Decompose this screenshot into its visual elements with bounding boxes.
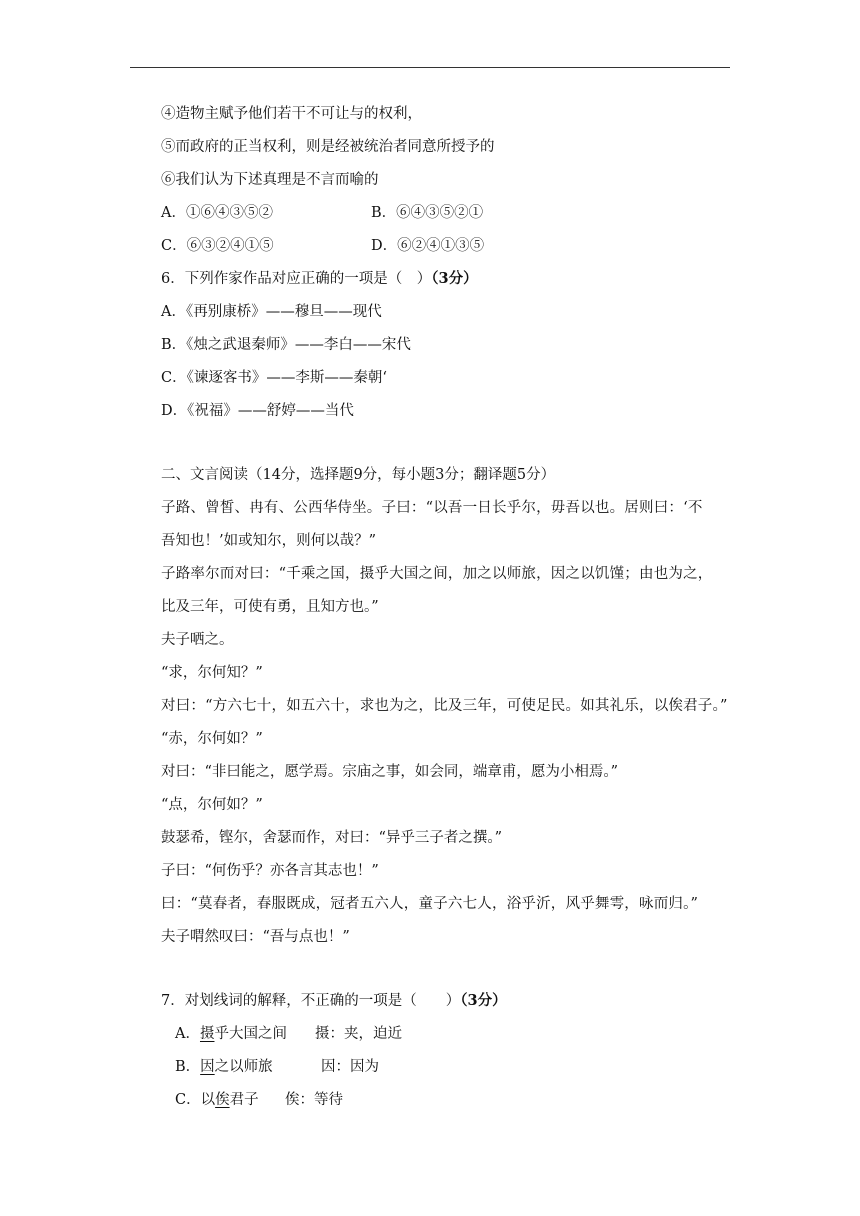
q6-option-c: C．《谏逐客书》——李斯——秦朝‘ xyxy=(161,370,387,386)
passage-para-1b: 吾知也！’如或知尔，则何以哉？” xyxy=(161,533,377,549)
passage-para-2b: 比及三年，可使有勇，且知方也。” xyxy=(161,599,379,615)
q7-option-a-explanation: 摄：夹，迫近 xyxy=(315,1026,402,1042)
sequence-item-6: ⑥我们认为下述真理是不言而喻的 xyxy=(161,172,379,188)
q7-option-b-phrase: 之以师旅 xyxy=(214,1059,273,1075)
passage-para-12: 夫子喟然叹曰：“吾与点也！” xyxy=(161,929,350,945)
passage-para-10: 子曰：“何伤乎？亦各言其志也！” xyxy=(161,863,379,879)
passage-para-8: “点，尔何如？” xyxy=(161,797,263,813)
section-2-heading: 二、文言阅读（14分，选择题9分，每小题3分；翻译题5分） xyxy=(161,467,556,483)
q7-option-c-phrase: 君子 xyxy=(229,1092,259,1108)
q7-option-b xyxy=(175,1057,379,1077)
q6-stem-text: 6．下列作家作品对应正确的一项是（ ） xyxy=(161,271,432,287)
q6-score: （3分） xyxy=(431,270,478,287)
q7-option-c-prefix: C．以 xyxy=(175,1092,216,1108)
passage-para-1a: 子路、曾皙、冉有、公西华侍坐。子曰：“以吾一日长乎尔，毋吾以也。居则曰：‘不 xyxy=(161,500,703,516)
passage-para-7: 对曰：“非曰能之，愿学焉。宗庙之事，如会同，端章甫，愿为小相焉。” xyxy=(161,764,619,780)
q7-option-b-underlined-word: 因 xyxy=(200,1059,215,1075)
q7-option-b-prefix: B． xyxy=(175,1059,201,1075)
q7-option-a-underlined-word: 摄 xyxy=(199,1026,215,1042)
q5-option-d: D．⑥②④①③⑤ xyxy=(371,238,485,254)
passage-para-2a: 子路率尔而对曰：“千乘之国，摄乎大国之间，加之以师旅，因之以饥馑；由也为之， xyxy=(161,566,713,582)
q7-option-c xyxy=(175,1090,343,1110)
q6-option-d: D．《祝福》——舒婷——当代 xyxy=(161,403,354,419)
header-rule xyxy=(130,67,730,68)
sequence-item-4: ④造物主赋予他们若干不可让与的权利， xyxy=(161,106,422,122)
q5-option-c: C．⑥③②④①⑤ xyxy=(161,238,274,254)
passage-para-5: 对曰：“方六七十，如五六十，求也为之，比及三年，可使足民。如其礼乐，以俟君子。” xyxy=(161,698,728,714)
q7-stem xyxy=(161,991,507,1011)
q7-score: （3分） xyxy=(460,992,507,1009)
q7-option-c-explanation: 俟：等待 xyxy=(285,1092,343,1108)
q7-option-b-explanation: 因：因为 xyxy=(321,1059,379,1075)
passage-para-3: 夫子哂之。 xyxy=(161,632,234,648)
q7-option-a-prefix: A． xyxy=(175,1026,200,1042)
q7-option-c-underlined-word: 俟 xyxy=(215,1092,230,1108)
q7-option-a-phrase: 乎大国之间 xyxy=(214,1026,287,1042)
q5-option-row-2 xyxy=(161,236,485,256)
q7-stem-text: 7．对划线词的解释，不正确的一项是（ ） xyxy=(161,993,461,1009)
sequence-item-5: ⑤而政府的正当权利，则是经被统治者同意所授予的 xyxy=(161,139,495,155)
q5-option-a: A．①⑥④③⑤② xyxy=(161,205,273,221)
q7-option-a xyxy=(175,1024,402,1044)
q6-option-b: B．《烛之武退秦师》——李白——宋代 xyxy=(161,337,411,353)
passage-para-6: “赤，尔何如？” xyxy=(161,731,263,747)
q6-stem xyxy=(161,269,478,289)
q6-option-a: A．《再别康桥》——穆旦——现代 xyxy=(161,304,382,320)
passage-para-11: 曰：“莫春者，春服既成，冠者五六人，童子六七人，浴乎沂，风乎舞雩，咏而归。” xyxy=(161,896,699,912)
passage-para-4: “求，尔何知？” xyxy=(161,665,263,681)
q5-option-row-1 xyxy=(161,203,484,223)
passage-para-9: 鼓瑟希，铿尔，舍瑟而作，对曰：“异乎三子者之撰。” xyxy=(161,830,503,846)
q5-option-b: B．⑥④③⑤②① xyxy=(371,205,484,221)
